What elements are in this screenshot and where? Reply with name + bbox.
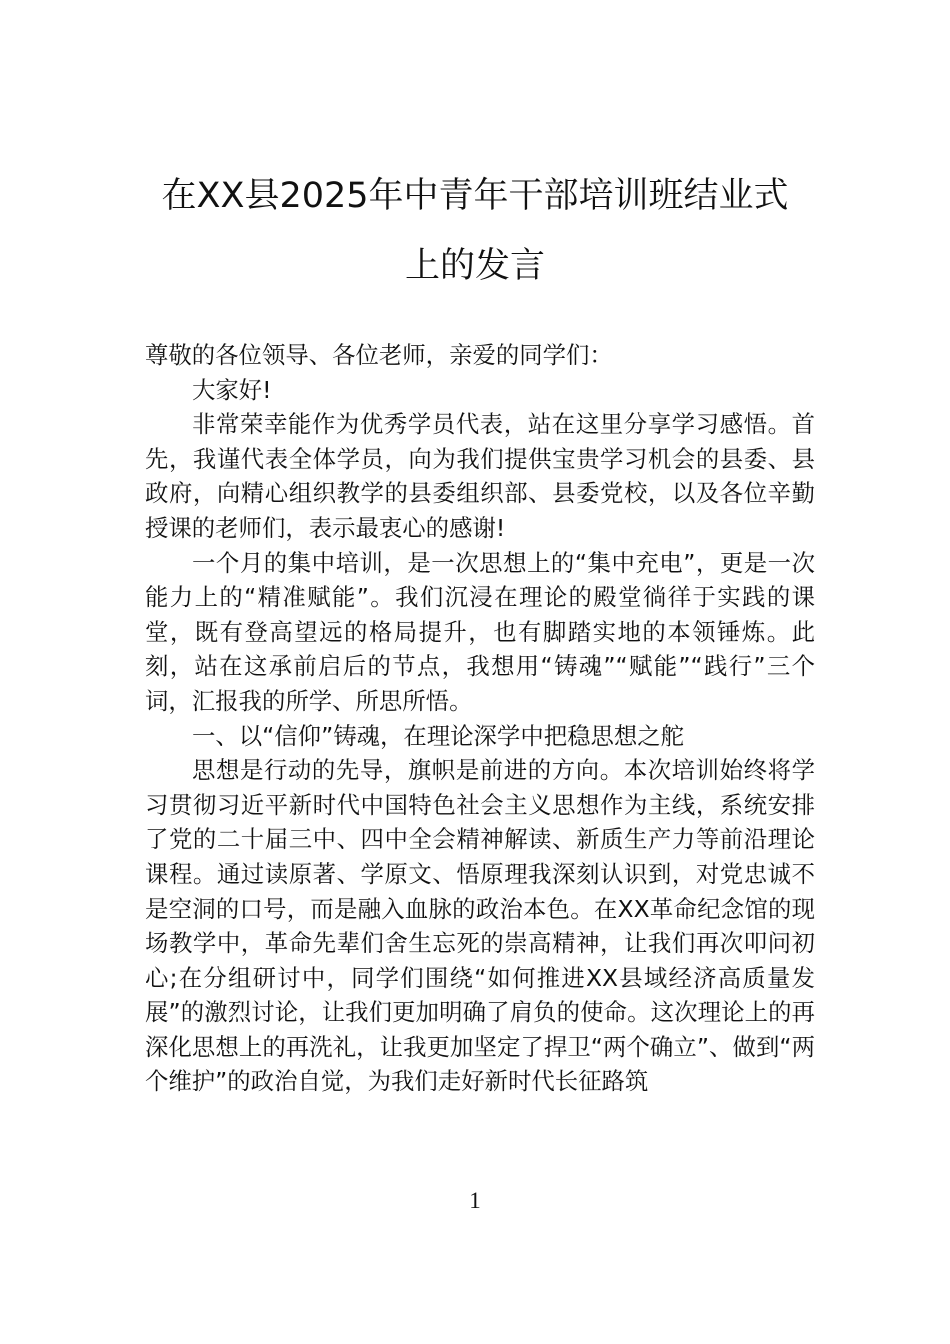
page-number: 1 xyxy=(469,1188,481,1213)
paragraph-section-1: 思想是行动的先导，旗帜是前进的方向。本次培训始终将学习贯彻习近平新时代中国特色社会主义思想作为主线，系统安排了党的二十届三中、四中全会精神解读、新质生产力等前沿理论课程。通过读原著、学原文、悟原理我深刻认识到，对党忠诚不是空洞的口号，而是融入血脉的政治本色。在XX革命纪念馆的现场教学中，革命先辈们舍生忘死的崇高精神，让我们再次叩问初心;在分组研讨中，同学们围绕“如何推进XX县域经济高质量发展”的激烈讨论，让我们更加明确了肩负的使命。这次理论上的再深化思想上的再洗礼，让我更加坚定了捍卫“两个确立”、做到“两个维护”的政治自觉，为我们走好新时代长征路筑 xyxy=(145,756,815,1096)
section-heading-1: 一、以“信仰”铸魂，在理论深学中把稳思想之舵 xyxy=(192,721,685,750)
paragraph-intro: 一个月的集中培训，是一次思想上的“集中充电”，更是一次能力上的“精准赋能”。我们沉浸在理论的殿堂徜徉于实践的课堂，既有登高望远的格局提升，也有脚踏实地的本领锤炼。此刻，站在这承前启后的节点，我想用“铸魂”“赋能”“践行”三个词，汇报我的所学、所思所悟。 xyxy=(145,548,815,715)
paragraph-greeting: 大家好! xyxy=(192,375,272,404)
document-title-line-2: 上的发言 xyxy=(404,246,545,286)
salutation: 尊敬的各位领导、各位老师，亲爱的同学们： xyxy=(145,341,613,369)
document-body xyxy=(145,338,815,1099)
document-title-line-1: 在XX县2025年中青年干部培训班结业式 xyxy=(161,176,789,216)
paragraph-thanks: 非常荣幸能作为优秀学员代表，站在这里分享学习感悟。首先，我谨代表全体学员，向为我们提供宝贵学习机会的县委、县政府，向精心组织教学的县委组织部、县委党校，以及各位辛勤授课的老师们，表示最衷心的感谢! xyxy=(145,410,815,542)
